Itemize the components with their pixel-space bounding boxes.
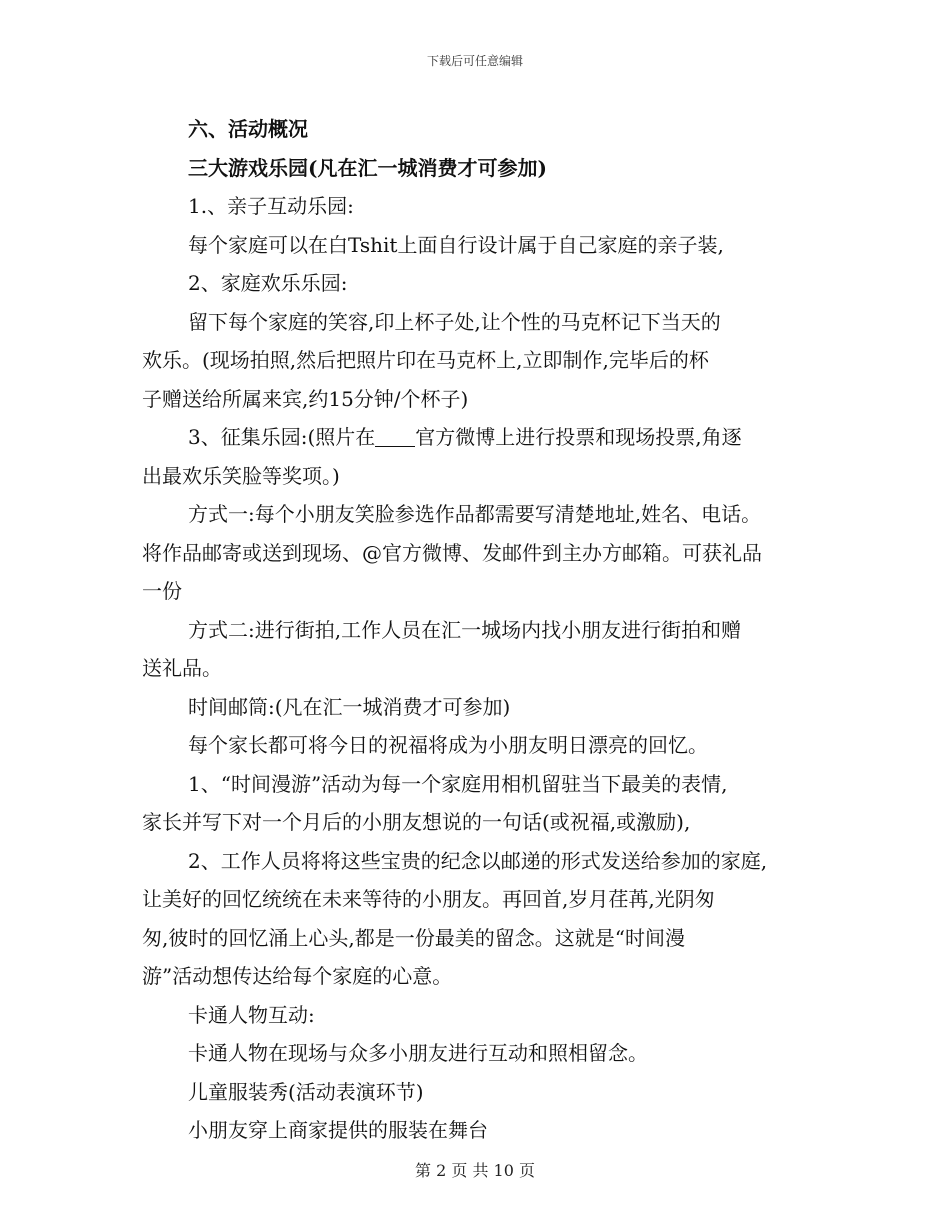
page-footer: 第 2 页 共 10 页 xyxy=(415,1161,535,1180)
paragraph-line xyxy=(142,418,822,457)
paragraph-line: 每个家庭可以在白Tshit上面自行设计属于自己家庭的亲子装, xyxy=(188,232,724,257)
paragraph-line: 留下每个家庭的笑容,印上杯子处,让个性的马克杯记下当天的 xyxy=(188,309,721,334)
document-body xyxy=(142,110,822,1150)
paragraph-line: 一份 xyxy=(142,579,182,603)
paragraph-line: 1.、亲子互动乐园: xyxy=(188,194,354,218)
paragraph-line: 方式二:进行街拍,工作人员在汇一城场内找小朋友进行街拍和赠 xyxy=(188,617,742,642)
paragraph-line: 匆,彼时的回忆涌上心头,都是一份最美的留念。这就是“时间漫 xyxy=(142,925,685,950)
paragraph-line: 将作品邮寄或送到现场、@官方微博、发邮件到主办方邮箱。可获礼品 xyxy=(142,540,762,565)
paragraph-text: 3、征集乐园:(照片在 xyxy=(188,425,376,449)
paragraph-line: 欢乐。(现场拍照,然后把照片印在马克杯上,立即制作,完毕后的杯 xyxy=(142,348,709,372)
subsection-heading: 三大游戏乐园(凡在汇一城消费才可参加) xyxy=(188,155,547,180)
paragraph-line: 家长并写下对一个月后的小朋友想说的一句话(或祝福,或激励), xyxy=(142,810,691,834)
paragraph-text: 官方微博上进行投票和现场投票,角逐 xyxy=(415,425,742,449)
paragraph-line: 出最欢乐笑脸等奖项。) xyxy=(142,463,340,488)
paragraph-line: 每个家长都可将今日的祝福将成为小朋友明日漂亮的回忆。 xyxy=(188,733,708,757)
section-heading: 六、活动概况 xyxy=(188,117,308,141)
paragraph-line: 卡通人物在现场与众多小朋友进行互动和照相留念。 xyxy=(188,1041,648,1065)
paragraph-line: 子赠送给所属来宾,约15分钟/个杯子) xyxy=(142,386,469,411)
paragraph-line: 送礼品。 xyxy=(142,656,222,680)
paragraph-line: 小朋友穿上商家提供的服装在舞台 xyxy=(188,1118,488,1142)
paragraph-line: 2、家庭欢乐乐园: xyxy=(188,271,348,295)
paragraph-line: 2、工作人员将将这些宝贵的纪念以邮递的形式发送给参加的家庭, xyxy=(188,848,768,873)
paragraph-line: 卡通人物互动: xyxy=(188,1002,315,1027)
paragraph-line: 时间邮筒:(凡在汇一城消费才可参加) xyxy=(188,694,511,719)
paragraph-line: 让美好的回忆统统在未来等待的小朋友。再回首,岁月荏苒,光阴匆 xyxy=(142,887,715,911)
page-header: 下载后可任意编辑 xyxy=(426,54,523,68)
paragraph-line: 游”活动想传达给每个家庭的心意。 xyxy=(142,964,453,988)
fill-in-blank xyxy=(375,426,415,447)
paragraph-line: 1、“时间漫游”活动为每一个家庭用相机留驻当下最美的表情, xyxy=(188,771,728,796)
paragraph-line: 方式一:每个小朋友笑脸参选作品都需要写清楚地址,姓名、电话。 xyxy=(188,502,762,526)
paragraph-line: 儿童服装秀(活动表演环节) xyxy=(188,1079,424,1104)
